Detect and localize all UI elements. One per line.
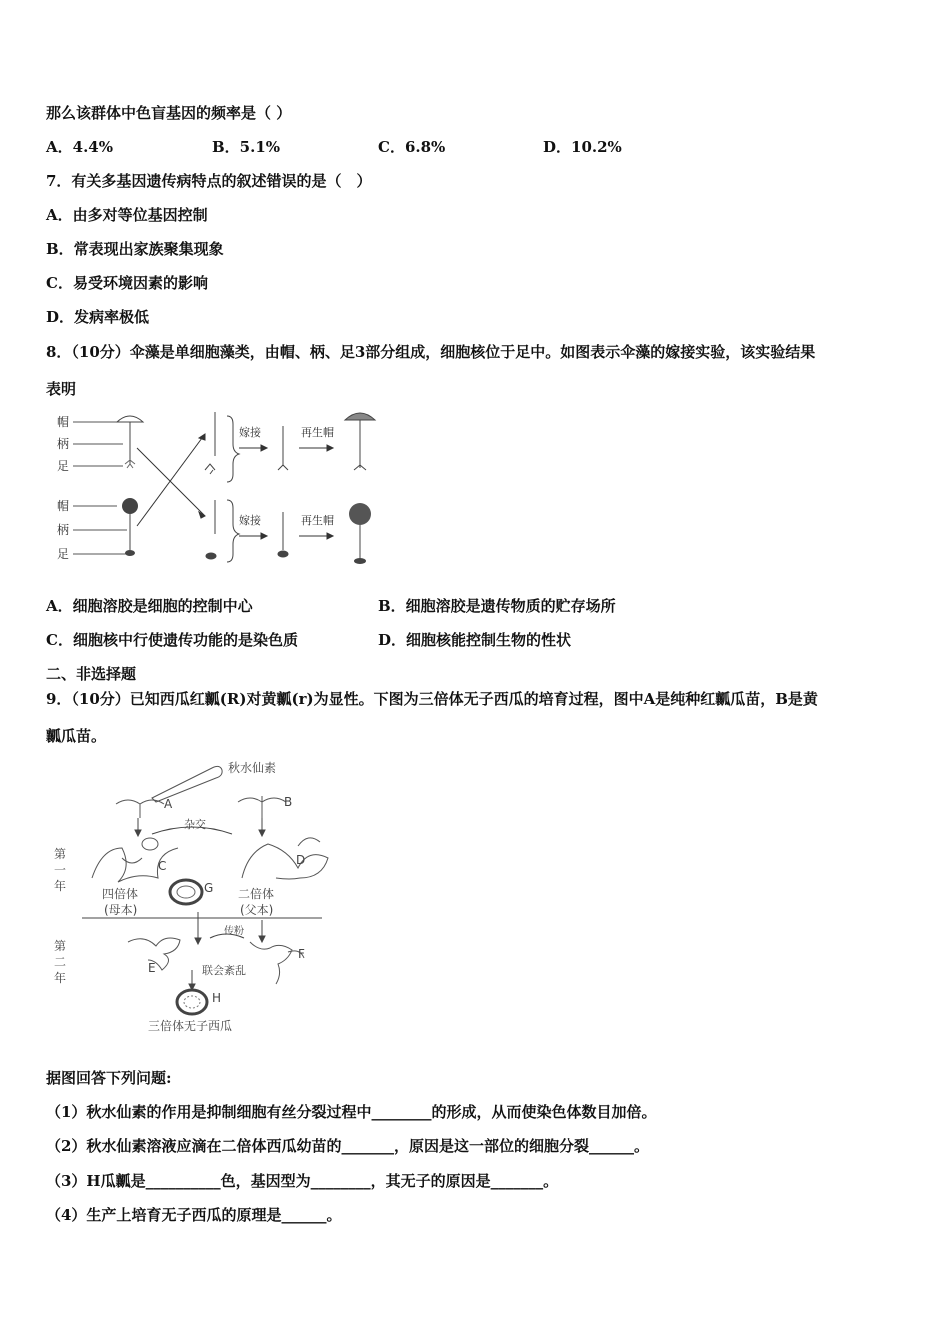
q8-option-d[interactable]: D．细胞核能控制生物的性状	[378, 631, 572, 649]
svg-text:B: B	[284, 795, 293, 809]
svg-text:F: F	[298, 947, 305, 961]
watermelon-h-icon	[177, 990, 207, 1014]
q8-option-c[interactable]: C．细胞核中行使遗传功能的是染色质	[46, 631, 298, 649]
q9-sub-4: （4）生产上培育无子西瓜的原理是______。	[46, 1206, 342, 1224]
graft-label-bottom: 嫁接	[239, 514, 261, 527]
svg-text:E: E	[148, 961, 156, 975]
label-stalk-top: 柄	[57, 437, 70, 451]
q7-option-d[interactable]: D．发病率极低	[46, 308, 150, 326]
alga-bottom-icon	[122, 498, 138, 556]
svg-text:G: G	[204, 881, 214, 895]
svg-text:年: 年	[54, 879, 67, 893]
watermelon-g-icon	[170, 880, 202, 904]
label-stalk-bottom: 柄	[57, 523, 70, 537]
svg-text:H: H	[212, 991, 222, 1005]
q9-sub-2: （2）秋水仙素溶液应滴在二倍体西瓜幼苗的_______，原因是这一部位的细胞分裂______。	[46, 1137, 649, 1155]
svg-text:D: D	[296, 853, 306, 867]
synapsis-label: 联会紊乱	[202, 964, 246, 977]
q9-sub-3: （3）H瓜瓤是__________色，基因型为________，其无子的原因是_______。	[46, 1172, 559, 1190]
q9-prompt: 据图回答下列问题:	[46, 1069, 172, 1087]
cross-label: 杂交	[184, 818, 206, 831]
q8-option-a[interactable]: A．细胞溶胶是细胞的控制中心	[46, 597, 253, 615]
label-cap-top: 帽	[57, 415, 70, 429]
section-title: 二、非选择题	[46, 665, 137, 683]
graft-stalks	[205, 412, 239, 562]
q9-stem-line2: 瓤瓜苗。	[46, 727, 107, 745]
triploid-label: 三倍体无子西瓜	[148, 1019, 233, 1033]
q7-option-a[interactable]: A．由多对等位基因控制	[46, 206, 208, 224]
svg-text:(母本): (母本)	[104, 903, 138, 917]
regen-label-top: 再生帽	[301, 426, 334, 439]
q6-option-a[interactable]: A．4.4%	[46, 138, 113, 156]
svg-text:四倍体: 四倍体	[102, 887, 139, 901]
regenerated-round-icon	[349, 503, 371, 564]
seedless-watermelon-figure	[52, 758, 342, 1036]
graft-label-top: 嫁接	[239, 426, 261, 439]
q6-option-b[interactable]: B．5.1%	[212, 138, 281, 156]
regen-label-bottom: 再生帽	[301, 514, 334, 527]
acetabularia-graft-figure	[55, 408, 390, 578]
svg-text:A: A	[164, 797, 173, 811]
q9-stem-line1: 9．（10分）已知西瓜红瓤(R)对黄瓤(r)为显性。下图为三倍体无子西瓜的培育过程，图中A是纯种红瓤瓜苗，B是黄	[46, 690, 818, 708]
svg-text:二: 二	[54, 955, 67, 969]
plant-d-icon	[242, 838, 328, 879]
plant-f-icon	[250, 942, 304, 984]
q8-option-b[interactable]: B．细胞溶胶是遗传物质的贮存场所	[378, 597, 616, 615]
seedling-b-icon	[238, 796, 286, 818]
seedling-a-icon	[116, 800, 164, 818]
q6-option-d[interactable]: D．10.2%	[543, 138, 622, 156]
q7-option-b[interactable]: B．常表现出家族聚集现象	[46, 240, 224, 258]
alga-top-icon	[117, 416, 143, 468]
q7-option-c[interactable]: C．易受环境因素的影响	[46, 274, 208, 292]
q8-stem-line2: 表明	[46, 380, 77, 398]
svg-text:第: 第	[54, 939, 67, 953]
q9-sub-1: （1）秋水仙素的作用是抑制细胞有丝分裂过程中________的形成，从而使染色体数目加倍。	[46, 1103, 657, 1121]
svg-text:(父本): (父本)	[240, 903, 274, 917]
svg-text:第: 第	[54, 847, 67, 861]
regenerated-umbrella-icon	[345, 413, 375, 470]
label-foot-bottom: 足	[57, 547, 70, 561]
q6-option-c[interactable]: C．6.8%	[378, 138, 446, 156]
q7-stem: 7．有关多基因遗传病特点的叙述错误的是（ ）	[46, 172, 372, 190]
svg-text:C: C	[158, 859, 167, 873]
colchicine-label: 秋水仙素	[228, 761, 277, 775]
svg-text:年: 年	[54, 971, 67, 985]
dropper-icon	[152, 766, 222, 802]
svg-text:传粉: 传粉	[224, 926, 244, 937]
label-cap-bottom: 帽	[57, 499, 70, 513]
svg-text:二倍体: 二倍体	[238, 887, 275, 901]
q8-stem-line1: 8．（10分）伞藻是单细胞藻类，由帽、柄、足3部分组成，细胞核位于足中。如图表示伞藻的嫁接实验，该实验结果	[46, 343, 816, 361]
svg-text:一: 一	[54, 863, 67, 877]
label-foot-top: 足	[57, 459, 70, 473]
q6-stem: 那么该群体中色盲基因的频率是（ ）	[46, 104, 292, 122]
